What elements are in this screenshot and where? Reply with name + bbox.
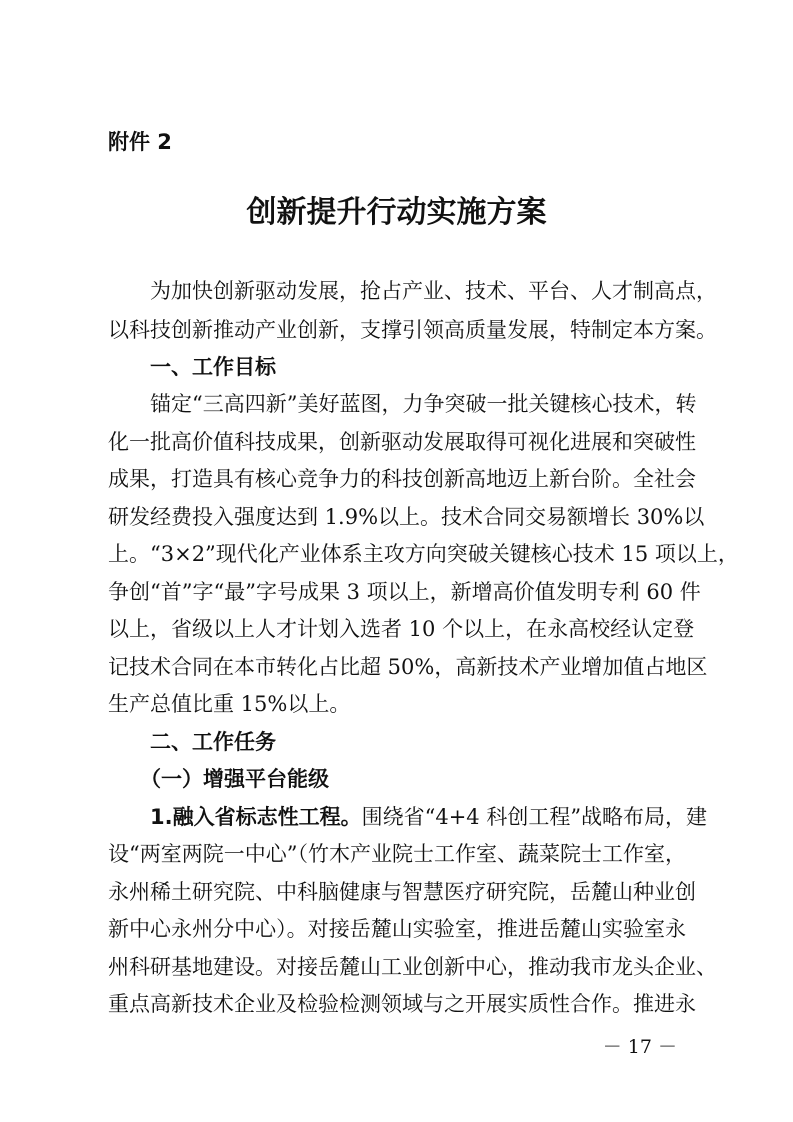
- paragraph-line: 以上，省级以上人才计划入选者 10 个以上，在永高校经认定登: [108, 617, 695, 641]
- paragraph-line: 研发经费投入强度达到 1.9%以上。技术合同交易额增长 30%以: [108, 505, 705, 529]
- item-1-first-line-text: 围绕省“4+4 科创工程”战略布局，建: [361, 805, 708, 829]
- paragraph-line: 锚定“三高四新”美好蓝图，力争突破一批关键核心技术，转: [150, 392, 697, 416]
- subsection-heading-platform: （一）增强平台能级: [140, 767, 329, 791]
- paragraph-line: 重点高新技术企业及检验检测领域与之开展实质性合作。推进永: [108, 992, 696, 1016]
- item-1-first-line: [150, 802, 708, 832]
- paragraph-line: 设“两室两院一中心”（竹木产业院士工作室、蔬菜院士工作室，: [108, 842, 686, 866]
- intro-line-1: 为加快创新驱动发展，抢占产业、技术、平台、人才制高点，: [150, 279, 717, 303]
- item-1-title: 1.融入省标志性工程。: [150, 805, 362, 829]
- paragraph-line: 争创“首”字“最”字号成果 3 项以上，新增高价值发明专利 60 件: [108, 580, 701, 604]
- paragraph-line: 永州稀土研究院、中科脑健康与智慧医疗研究院，岳麓山种业创: [108, 880, 696, 904]
- intro-line-2: 以科技创新推动产业创新，支撑引领高质量发展，特制定本方案。: [108, 318, 717, 342]
- document-title: 创新提升行动实施方案: [246, 195, 547, 230]
- section-heading-goals: 一、工作目标: [150, 355, 276, 379]
- paragraph-line: 成果，打造具有核心竞争力的科技创新高地迈上新台阶。全社会: [108, 467, 696, 491]
- page-number: － 17 －: [602, 1036, 677, 1058]
- paragraph-line: 化一批高价值科技成果，创新驱动发展取得可视化进展和突破性: [108, 430, 696, 454]
- paragraph-line: 上。“3×2”现代化产业体系主攻方向突破关键核心技术 15 项以上，: [108, 542, 739, 566]
- paragraph-line: 新中心永州分中心）。对接岳麓山实验室，推进岳麓山实验室永: [108, 917, 686, 941]
- paragraph-line: 州科研基地建设。对接岳麓山工业创新中心，推动我市龙头企业、: [108, 955, 717, 979]
- attachment-label: 附件 2: [108, 130, 172, 154]
- section-heading-tasks: 二、工作任务: [150, 730, 276, 754]
- paragraph-line: 生产总值比重 15%以上。: [108, 692, 351, 716]
- paragraph-line: 记技术合同在本市转化占比超 50%，高新技术产业增加值占地区: [108, 655, 708, 679]
